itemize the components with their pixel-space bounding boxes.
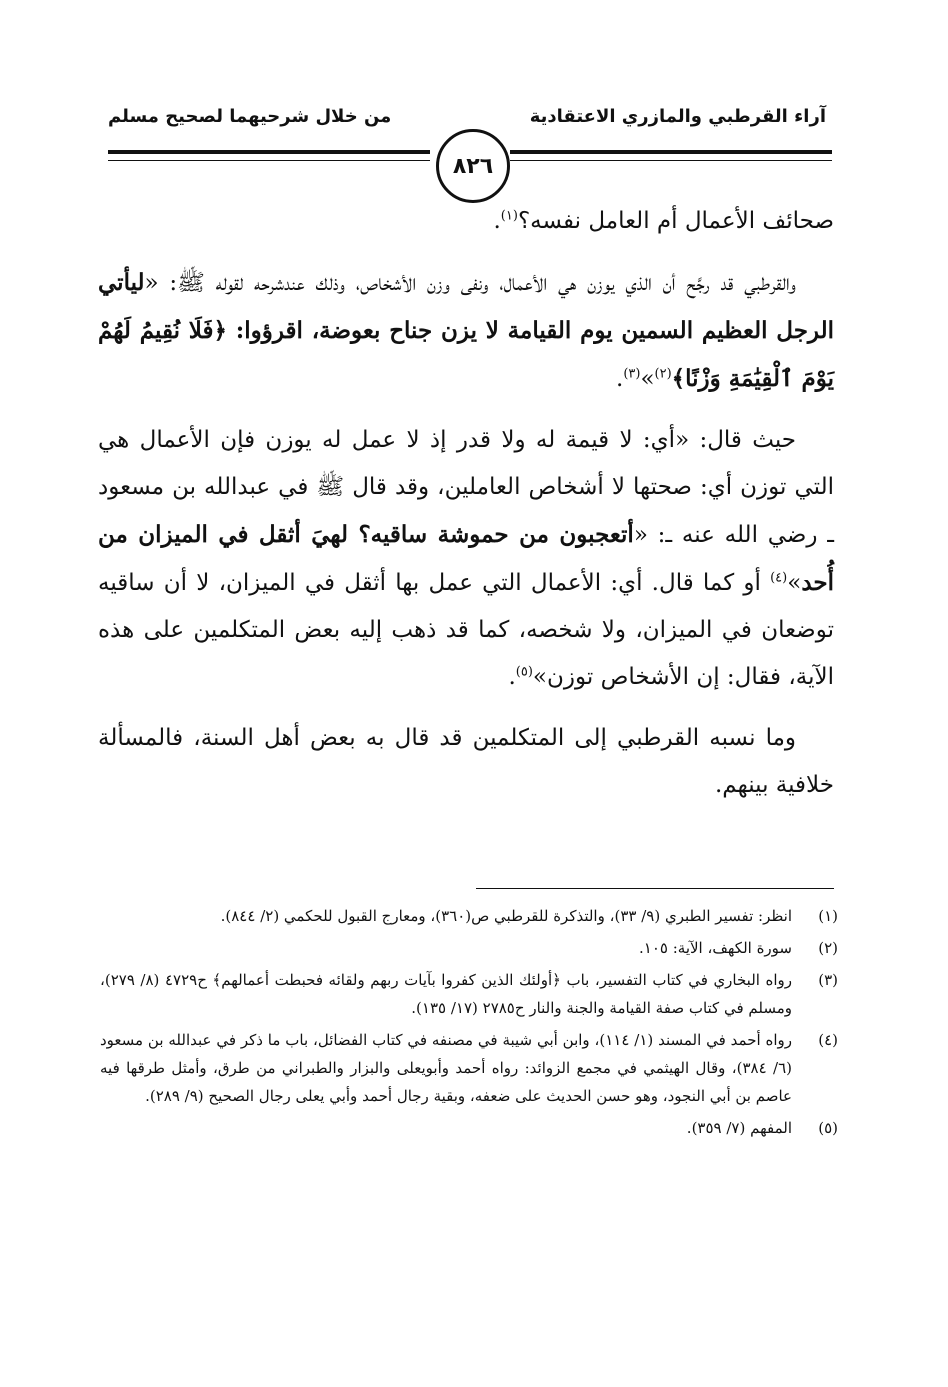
footnote-text: سورة الكهف، الآية: ١٠٥. (639, 939, 792, 957)
footnote-2 (100, 934, 838, 962)
hadith-quote-1: ليأتي الرجل العظيم السمين يوم القيامة لا يزن جناح بعوضة، اقرؤوا: ﴿فَلَا نُقِيمُ لَهُمْ يَوْمَ ٱلْقِيَٰمَةِ وَزْنًا﴾ (98, 269, 834, 392)
footnote-number: (٥) (818, 1119, 838, 1137)
quote-close-1: » (640, 366, 655, 392)
page-number-badge (436, 129, 510, 203)
page-number: ٨٢٦ (452, 153, 494, 179)
footnote-ref-3: (٣) (623, 366, 641, 382)
running-header-subtitle: من خلال شرحيهما لصحيح مسلم (108, 106, 392, 127)
header-rule-left-thick (108, 150, 430, 154)
paragraph-4 (98, 715, 834, 809)
footnote-ref-5: (٥) (515, 664, 533, 680)
paragraph-3 (98, 417, 834, 701)
footnote-number: (٣) (818, 971, 838, 989)
paragraph-3-text: حيث قال: «أي: لا قيمة له ولا قدر إذ لا عمل له يوزن فإن الأعمال هي التي توزن أي: صحتها لا أشخاص العاملين، وقد قال ﷺ في عبدالله بن مسعود ـ رضي الله عنه ـ: « (98, 427, 834, 548)
paragraph-2-end: . (616, 366, 624, 392)
header-rule-right-thick (510, 150, 832, 154)
footnote-text: المفهم (٧/ ٣٥٩). (686, 1119, 792, 1137)
footnote-1 (100, 902, 838, 930)
main-text (98, 198, 834, 823)
footnote-text: انظر: تفسير الطبري (٩/ ٣٣)، والتذكرة للقرطبي ص(٣٦٠)، ومعارج القبول للحكمي (٢/ ٨٤٤). (220, 907, 792, 925)
footnote-5 (100, 1114, 838, 1142)
footnote-number: (٢) (818, 939, 838, 957)
footnote-ref-1: (١) (500, 208, 518, 224)
footnote-separator (476, 888, 834, 889)
footnote-text: رواه البخاري في كتاب التفسير، باب ﴿أولئك الذين كفروا بآيات ربهم ولقائه فحبطت أعمالهم﴾ ح٤٧٢٩ (٨/ ٢٧٩)، ومسلم في كتاب صفة القيامة والجنة والنار ح٢٧٨٥ (١٧/ ١٣٥). (100, 971, 793, 1017)
paragraph-3-end: . (508, 664, 516, 690)
paragraph-2-text: والقرطبي قد رجَّح أن الذي يوزن هي الأعمال، ونفى وزن الأشخاص، وذلك عندشرحه لقوله ﷺ: « (144, 270, 796, 296)
footnote-ref-2: (٢) (654, 366, 672, 382)
quote-close-2: » (787, 570, 802, 596)
paragraph-1 (98, 198, 834, 245)
footnote-number: (١) (818, 907, 838, 925)
paragraph-2 (98, 259, 834, 403)
paragraph-3-continuation: أو كما قال. أي: الأعمال التي عمل بها أثقل في الميزان، لا أن ساقيه توضعان في الميزان، ولا شخصه، كما قد ذهب إليه بعض المتكلمين على هذه الآية، فقال: إن الأشخاص توزن» (98, 570, 834, 690)
footnote-ref-4: (٤) (770, 570, 788, 586)
footnote-4 (100, 1026, 838, 1110)
footnotes (100, 902, 838, 1146)
hadith-quote-2: أتعجبون من حموشة ساقيه؟ لهيَ أثقل في الميزان من أُحد (98, 521, 834, 596)
footnote-text: رواه أحمد في المسند (١/ ١١٤)، وابن أبي شيبة في مصنفه في كتاب الفضائل، باب ما ذكر في عبدالله بن مسعود (٦/ ٣٨٤)، وقال الهيثمي في مجمع الزوائد: رواه أحمد وأبويعلى والبزار والطبراني من طرق، وأمثل طرقها فيه عاصم بن أبي النجود، وهو حسن الحديث على ضعفه، وبقية رجال أحمد وأبي يعلى رجال الصحيح (٩/ ٢٨٩). (100, 1031, 793, 1105)
header-rule-right-thin (510, 160, 832, 161)
paragraph-1-text: صحائف الأعمال أم العامل نفسه؟ (517, 208, 834, 234)
paragraph-1-end: . (493, 208, 501, 234)
paragraph-4-text: وما نسبه القرطبي إلى المتكلمين قد قال به بعض أهل السنة، فالمسألة خلافية بينهم. (98, 725, 834, 798)
footnote-3 (100, 966, 838, 1022)
footnote-number: (٤) (818, 1031, 838, 1049)
header-rule-left-thin (108, 160, 430, 161)
running-header-title: آراء القرطبي والمازري الاعتقادية (529, 106, 826, 127)
